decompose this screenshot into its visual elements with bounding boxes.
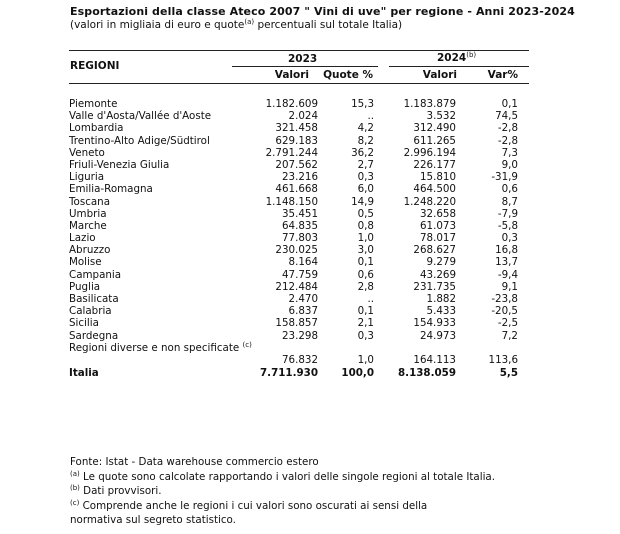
var-percent: 0,6: [501, 183, 518, 196]
table-row: [69, 196, 529, 208]
header-bottom-rule: [69, 83, 529, 84]
quota-2023: 15,3: [351, 98, 374, 110]
var-percent: 5,5: [499, 367, 518, 380]
value-2024: 15.810: [419, 171, 456, 184]
value-2023: 7.711.930: [260, 367, 318, 380]
var-percent: 7,3: [501, 146, 518, 159]
value-2024: 9.279: [426, 256, 456, 269]
value-2023: 8.164: [288, 256, 318, 269]
region-label: Sardegna: [69, 329, 119, 342]
region-label: Toscana: [69, 195, 111, 208]
region-label: Puglia: [69, 280, 101, 293]
quota-2023: ..: [367, 293, 374, 305]
table-subtitle: (valori in migliaia di euro e quote$^{(a)}$ percentuali sul totale Italia): [70, 18, 403, 31]
table-row: [69, 147, 529, 159]
footnotes: [70, 455, 610, 528]
table-row: [69, 317, 529, 329]
quota-2023: 2,7: [357, 158, 374, 171]
quota-2023: ..: [367, 110, 374, 123]
value-2024: 1.183.879: [403, 98, 456, 110]
value-2024: 8.138.059: [398, 367, 456, 380]
table-row: [69, 256, 529, 268]
var-percent: 113,6: [488, 353, 518, 366]
value-2023: 76.832: [281, 353, 318, 366]
value-2023: 1.182.609: [265, 98, 318, 110]
value-2024: 3.532: [426, 110, 456, 123]
year-2024-rule: [389, 66, 529, 67]
value-2023: 64.835: [281, 219, 318, 232]
quota-2023: 6,0: [357, 183, 374, 196]
region-name: [69, 305, 112, 317]
top-rule: [69, 50, 529, 51]
col-header-valori-2023: Valori: [274, 69, 309, 81]
value-2023: 207.562: [275, 158, 318, 171]
table-row: [69, 366, 529, 380]
region-name: [69, 220, 107, 232]
region-name: [69, 98, 117, 110]
value-2023: 23.298: [281, 329, 318, 342]
table-row: [69, 110, 529, 122]
var-percent: 7,2: [501, 329, 518, 342]
footnote-c-cont: normativa sul segreto statistico.: [70, 514, 236, 526]
value-2024: 2.996.194: [403, 146, 456, 159]
value-2024: 154.933: [413, 317, 456, 330]
var-percent: 0,3: [501, 232, 518, 245]
col-header-regioni: REGIONI: [70, 60, 120, 72]
quota-2023: 0,3: [357, 329, 374, 342]
value-2024: 43.269: [419, 268, 456, 281]
table-row: [69, 159, 529, 171]
region-label: Valle d'Aosta/Vallée d'Aoste: [69, 110, 212, 123]
table-row: [69, 330, 529, 342]
region-label: Emilia-Romagna: [69, 183, 153, 196]
col-header-quote: Quote %: [323, 69, 373, 81]
var-percent: 8,7: [501, 195, 518, 208]
region-label: Umbria: [69, 207, 107, 220]
table-row: [69, 269, 529, 281]
value-2023: 321.458: [275, 122, 318, 135]
value-2023: 629.183: [275, 134, 318, 147]
quota-2023: 3,0: [357, 244, 374, 257]
table-row: [69, 135, 529, 147]
footnote-c: $^{(c)}$ Comprende anche le regioni i cui valori sono oscurati ai sensi della: [70, 498, 428, 512]
quota-2023: 1,0: [357, 353, 374, 366]
var-percent: -23,8: [491, 293, 518, 305]
var-percent: 9,1: [501, 280, 518, 293]
quota-2023: 2,1: [357, 317, 374, 330]
value-2023: 2.791.244: [265, 146, 318, 159]
region-name: [69, 269, 121, 281]
quota-2023: 100,0: [341, 367, 374, 380]
region-name: [69, 135, 210, 147]
value-2024: 1.882: [426, 293, 456, 305]
table-row: [69, 305, 529, 317]
footnote-a: $^{(a)}$ Le quote sono calcolate rapportando i valori delle singole regioni al totale Italia.: [70, 469, 496, 483]
region-label: Liguria: [69, 171, 105, 184]
region-label: Lazio: [69, 232, 96, 245]
var-percent: -9,4: [497, 268, 518, 281]
quota-2023: 0,8: [357, 219, 374, 232]
var-percent: 0,1: [501, 98, 518, 110]
value-2023: 230.025: [275, 244, 318, 257]
region-name: [69, 293, 119, 305]
var-percent: -31,9: [491, 171, 518, 184]
value-2023: 158.857: [275, 317, 318, 330]
var-percent: -2,8: [497, 122, 518, 135]
var-percent: 74,5: [495, 110, 518, 123]
quota-2023: 36,2: [351, 146, 374, 159]
value-2023: 212.484: [275, 280, 318, 293]
region-name: [69, 183, 153, 195]
quota-2023: 0,5: [357, 207, 374, 220]
col-header-var: Var%: [487, 69, 518, 81]
region-label: Marche: [69, 219, 107, 232]
region-name: [69, 244, 110, 256]
value-2024: 611.265: [413, 134, 456, 147]
var-percent: 16,8: [495, 244, 518, 257]
value-2024: 78.017: [419, 232, 456, 245]
value-2024: 5.433: [426, 305, 456, 318]
region-label: Sicilia: [69, 317, 99, 330]
region-label: Veneto: [69, 146, 105, 159]
table-body: [69, 98, 529, 380]
value-2024: 226.177: [413, 158, 456, 171]
value-2023: 1.148.150: [265, 195, 318, 208]
var-percent: -7,9: [497, 207, 518, 220]
table-row: [69, 122, 529, 134]
region-label: Molise: [69, 256, 102, 269]
region-label: Calabria: [69, 305, 112, 318]
table-row: [69, 183, 529, 195]
value-2024: 32.658: [419, 207, 456, 220]
table-row: [69, 98, 529, 110]
value-2023: 2.470: [288, 293, 318, 305]
table-row: [69, 244, 529, 256]
quota-2023: 14,9: [351, 195, 374, 208]
var-percent: 9,0: [501, 158, 518, 171]
region-name: [69, 110, 211, 122]
value-2024: 231.735: [413, 280, 456, 293]
region-name: [69, 317, 99, 329]
value-2023: 23.216: [281, 171, 318, 184]
region-label: Campania: [69, 268, 122, 281]
quota-2023: 4,2: [357, 122, 374, 135]
region-name: [69, 330, 118, 342]
value-2024: 268.627: [413, 244, 456, 257]
value-2023: 6.837: [288, 305, 318, 318]
table-row: [69, 342, 529, 366]
year-2024-header: 2024$^{(b)}$: [437, 51, 477, 64]
region-label: Lombardia: [69, 122, 124, 135]
region-name: [69, 366, 99, 380]
value-2023: 461.668: [275, 183, 318, 196]
value-2023: 35.451: [281, 207, 318, 220]
var-percent: 13,7: [495, 256, 518, 269]
region-name: [69, 256, 102, 268]
region-label: Italia: [69, 367, 99, 380]
region-label: Abruzzo: [69, 244, 111, 257]
region-name: [69, 171, 104, 183]
quota-2023: 1,0: [357, 232, 374, 245]
table-row: [69, 208, 529, 220]
quota-2023: 0,1: [357, 256, 374, 269]
quota-2023: 0,1: [357, 305, 374, 318]
var-percent: -20,5: [491, 305, 518, 318]
table-row: [69, 220, 529, 232]
region-label: Basilicata: [69, 293, 119, 305]
year-2023-header: 2023: [288, 53, 318, 65]
quota-2023: 0,6: [357, 268, 374, 281]
table-title: Esportazioni della classe Ateco 2007 " Vini di uve" per regione - Anni 2023-2024: [70, 5, 575, 18]
value-2024: 1.248.220: [403, 195, 456, 208]
footnote-marker-b: (b): [466, 51, 477, 59]
footnote-b: $^{(b)}$ Dati provvisori.: [70, 484, 162, 497]
table-row: [69, 281, 529, 293]
table-row: [69, 171, 529, 183]
region-name: [69, 281, 100, 293]
var-percent: -2,5: [497, 317, 518, 330]
region-label: Friuli-Venezia Giulia: [69, 158, 170, 171]
region-name: [69, 196, 110, 208]
region-name: [69, 342, 269, 354]
value-2023: 47.759: [281, 268, 318, 281]
region-name: [69, 232, 96, 244]
source-note: Fonte: Istat - Data warehouse commercio estero: [70, 456, 319, 468]
region-label: Regioni diverse e non specificate: [69, 341, 240, 354]
value-2023: 77.803: [281, 232, 318, 245]
value-2024: 464.500: [413, 183, 456, 196]
footnote-marker-a: (a): [244, 18, 255, 26]
region-name: [69, 159, 169, 171]
value-2024: 61.073: [419, 219, 456, 232]
value-2024: 24.973: [419, 329, 456, 342]
year-2023-rule: [232, 66, 378, 67]
value-2024: 164.113: [413, 353, 456, 366]
quota-2023: 8,2: [357, 134, 374, 147]
table-row: [69, 232, 529, 244]
region-name: [69, 147, 105, 159]
region-label: Trentino-Alto Adige/Südtirol: [69, 134, 210, 147]
value-2023: 2.024: [288, 110, 318, 123]
var-percent: -5,8: [497, 219, 518, 232]
region-label: Piemonte: [69, 98, 118, 110]
quota-2023: 2,8: [357, 280, 374, 293]
quota-2023: 0,3: [357, 171, 374, 184]
region-name: [69, 208, 107, 220]
footnote-marker-c: (c): [242, 340, 252, 349]
table-row: [69, 293, 529, 305]
value-2024: 312.490: [413, 122, 456, 135]
var-percent: -2,8: [497, 134, 518, 147]
region-name: [69, 122, 124, 134]
col-header-valori-2024: Valori: [422, 69, 457, 81]
